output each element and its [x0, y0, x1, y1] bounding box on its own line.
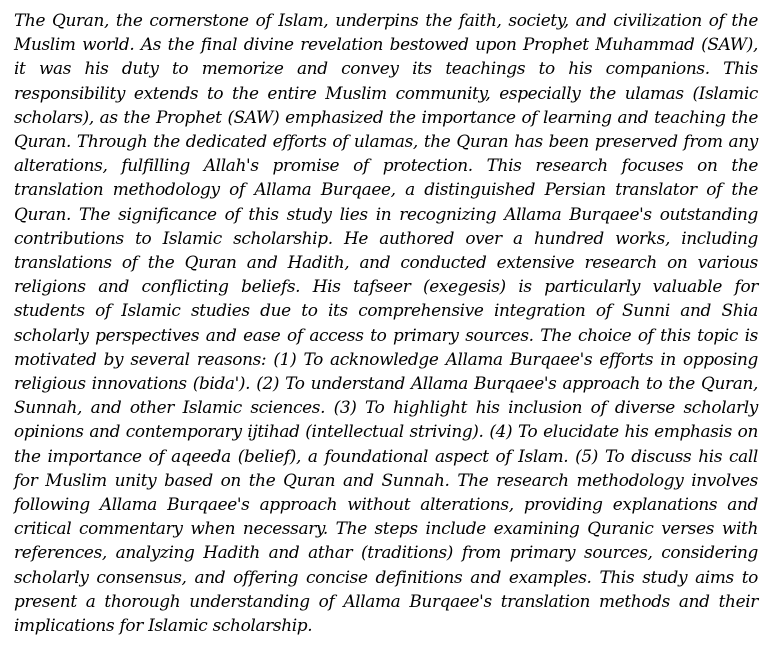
abstract-paragraph: The Quran, the cornerstone of Islam, underpins the faith, society, and civilization of the Muslim world. As the final divine revelation bestowed upon Prophet Muhammad (SAW), it was his duty to memorize and convey its teachings to his companions. This responsibility extends to the entire Muslim community, especially the ulamas (Islamic scholars), as the Prophet (SAW) emphasized the importance of learning and teaching the Quran. Through the dedicated efforts of ulamas, the Quran has been preserved from any alterations, fulfilling Allah's promise of protection. This research focuses on the translation methodology of Allama Burqaee, a distinguished Persian translator of the Quran. The significance of this study lies in recognizing Allama Burqaee's outstanding contributions to Islamic scholarship. He authored over a hundred works, including translations of the Quran and Hadith, and conducted extensive research on various religions and conflicting beliefs. His tafseer (exegesis) is particularly valuable for students of Islamic studies due to its comprehensive integration of Sunni and Shia scholarly perspectives and ease of access to primary sources. The choice of this topic is motivated by several reasons: (1) To acknowledge Allama Burqaee's efforts in opposing religious innovations (bida'). (2) To understand Allama Burqaee's approach to the Quran, Sunnah, and other Islamic sciences. (3) To highlight his inclusion of diverse scholarly opinions and contemporary ijtihad (intellectual striving). (4) To elucidate his emphasis on the importance of aqeeda (belief), a foundational aspect of Islam. (5) To discuss his call for Muslim unity based on the Quran and Sunnah. The research methodology involves following Allama Burqaee's approach without alterations, providing explanations and critical commentary when necessary. The steps include examining Quranic verses with references, analyzing Hadith and athar (traditions) from primary sources, considering scholarly consensus, and offering concise definitions and examples. This study aims to present a thorough understanding of Allama Burqaee's translation methods and their implications for Islamic scholarship.: [14, 10, 758, 636]
document-page: [14, 8, 758, 637]
